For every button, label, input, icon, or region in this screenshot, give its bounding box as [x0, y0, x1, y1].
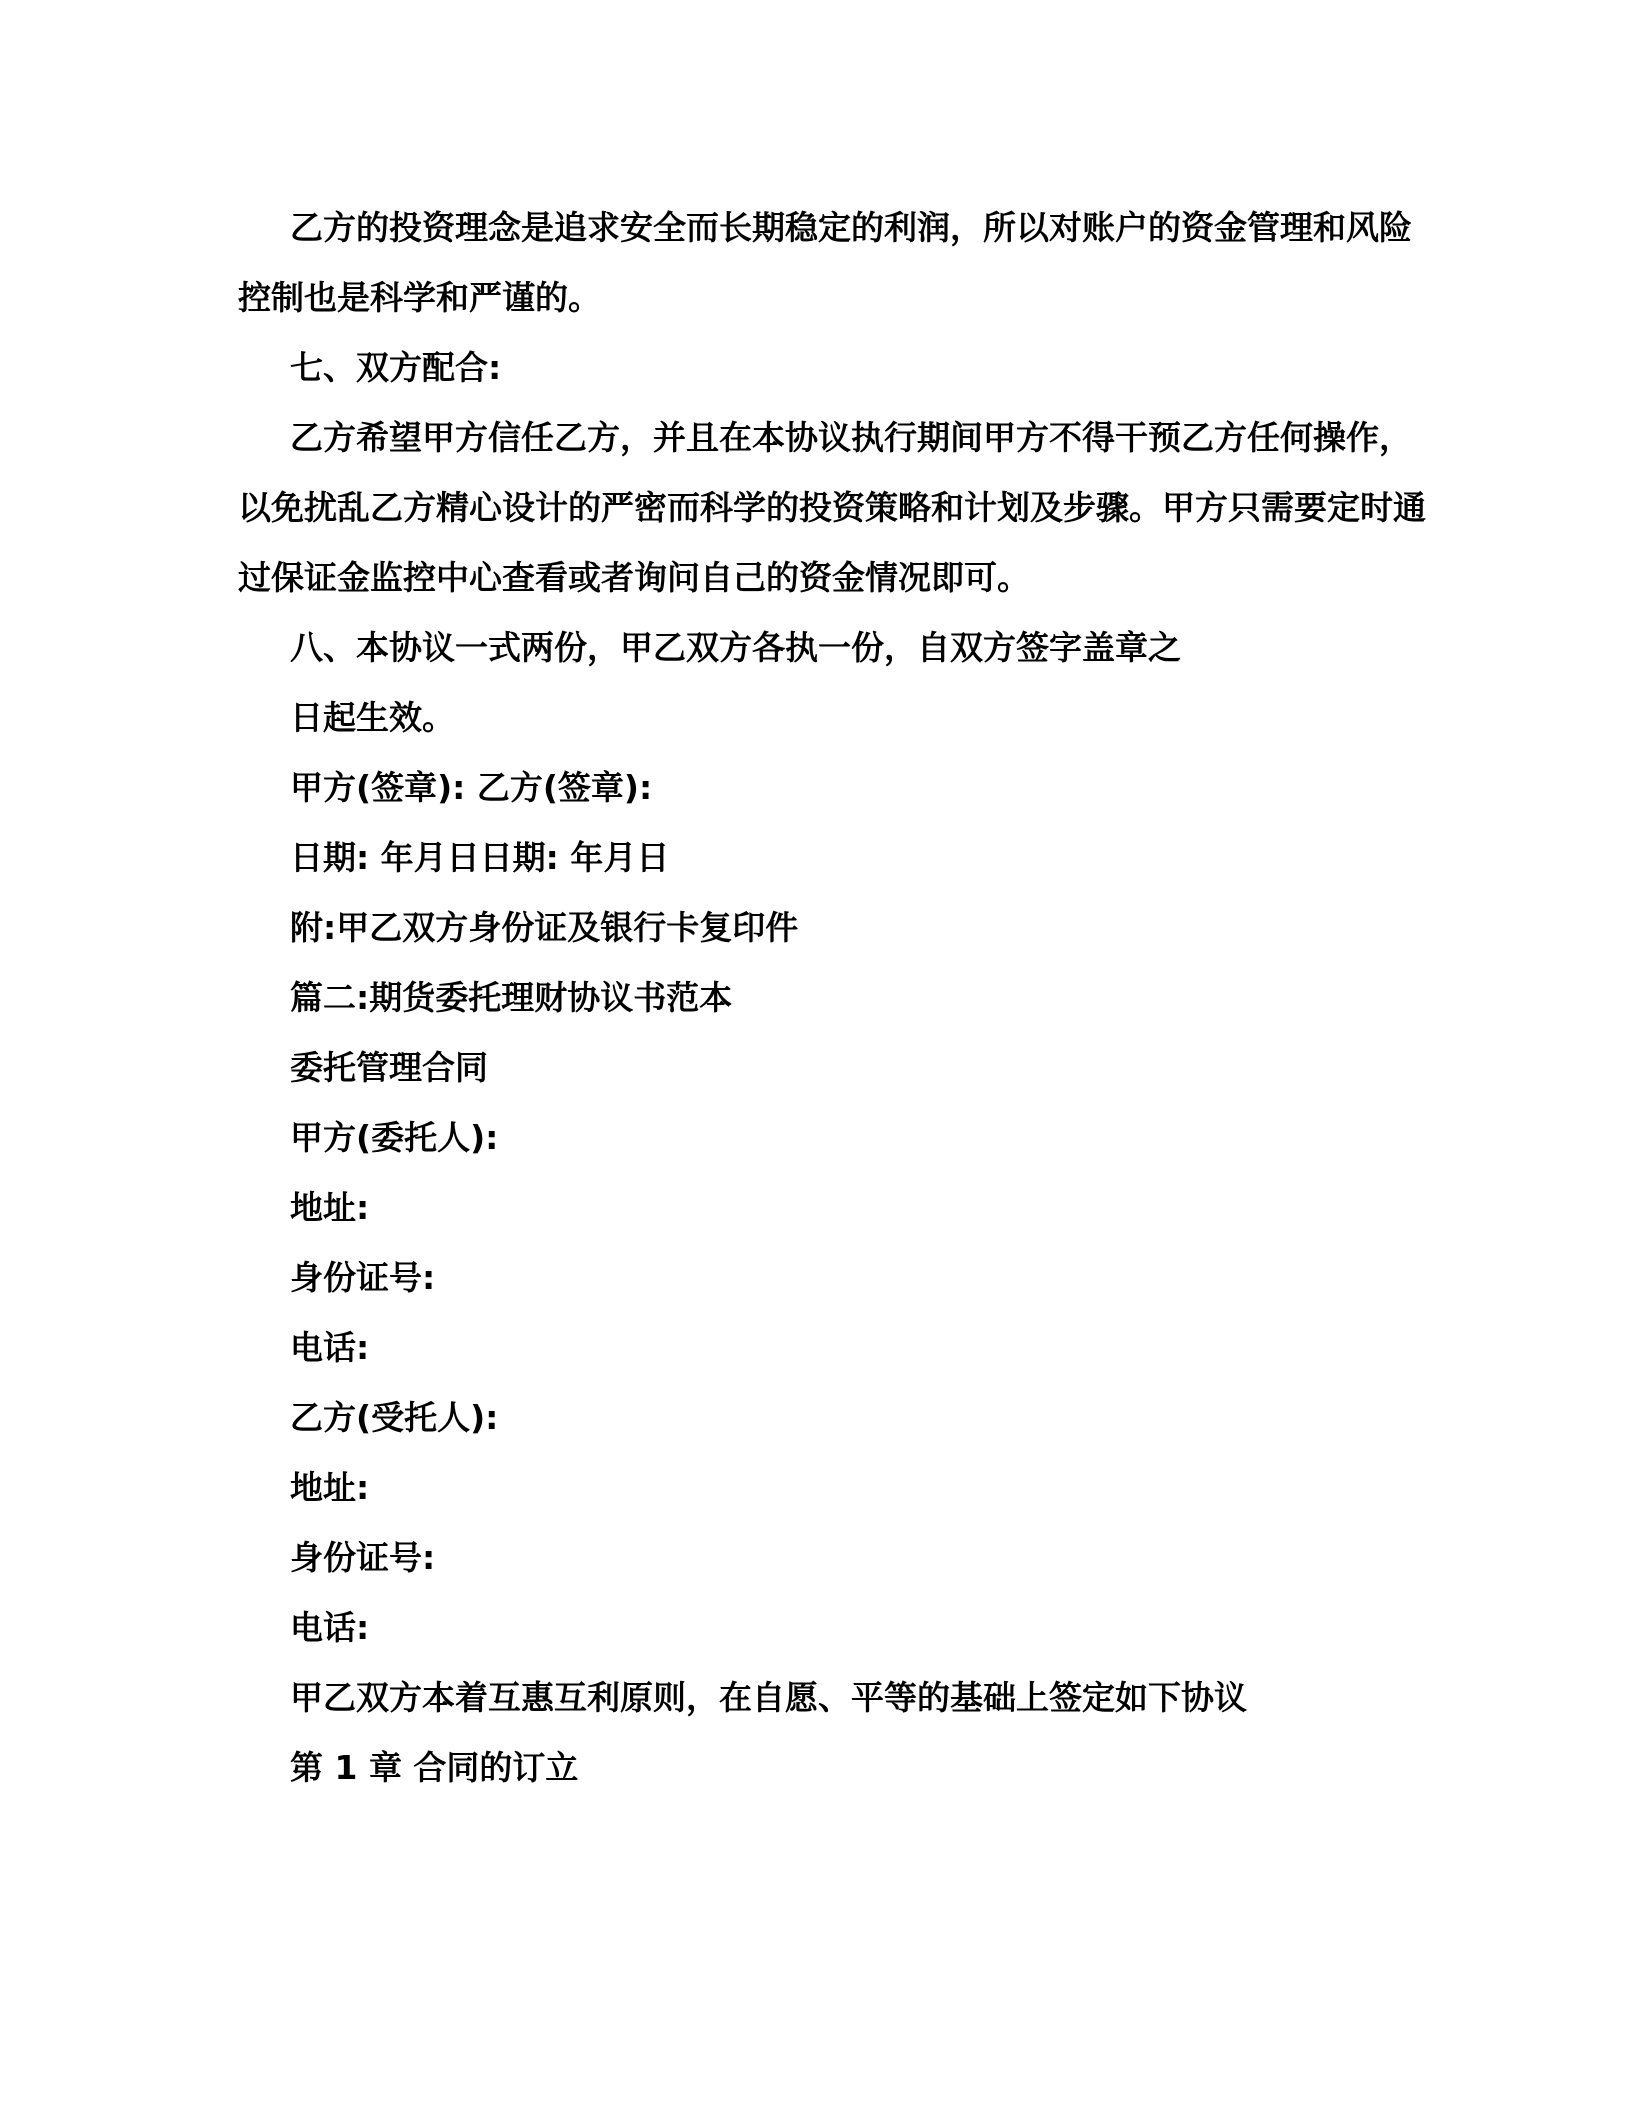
document-line: 地址: — [290, 1188, 370, 1227]
document-line: 电话: — [290, 1328, 370, 1367]
document-line: 第 1 章 合同的订立 — [290, 1748, 579, 1787]
document-line: 身份证号: — [290, 1258, 436, 1297]
document-line: 乙方的投资理念是追求安全而长期稳定的利润，所以对账户的资金管理和风险 — [290, 208, 1412, 247]
document-line: 日起生效。 — [290, 698, 455, 737]
document-line: 控制也是科学和严谨的。 — [238, 278, 601, 317]
document-line: 电话: — [290, 1608, 370, 1647]
document-line: 篇二:期货委托理财协议书范本 — [290, 978, 733, 1017]
document-text-block — [238, 193, 1498, 1803]
document-line: 过保证金监控中心查看或者询问自己的资金情况即可。 — [238, 558, 1030, 597]
document-line: 日期: 年月日日期: 年月日 — [290, 838, 670, 877]
document-line: 身份证号: — [290, 1538, 436, 1577]
document-line: 甲方(签章): 乙方(签章): — [290, 768, 653, 807]
document-line: 地址: — [290, 1468, 370, 1507]
document-line: 甲乙双方本着互惠互利原则，在自愿、平等的基础上签定如下协议 — [290, 1678, 1247, 1717]
document-line: 委托管理合同 — [290, 1048, 488, 1087]
document-line: 八、本协议一式两份，甲乙双方各执一份，自双方签字盖章之 — [290, 628, 1181, 667]
document-line: 七、双方配合: — [290, 348, 502, 387]
document-line: 以免扰乱乙方精心设计的严密而科学的投资策略和计划及步骤。甲方只需要定时通 — [238, 488, 1426, 527]
document-line: 甲方(委托人): — [290, 1118, 499, 1157]
document-line: 附:甲乙双方身份证及银行卡复印件 — [290, 908, 799, 947]
document-line: 乙方希望甲方信任乙方，并且在本协议执行期间甲方不得干预乙方任何操作， — [290, 418, 1412, 457]
document-line: 乙方(受托人): — [290, 1398, 499, 1437]
